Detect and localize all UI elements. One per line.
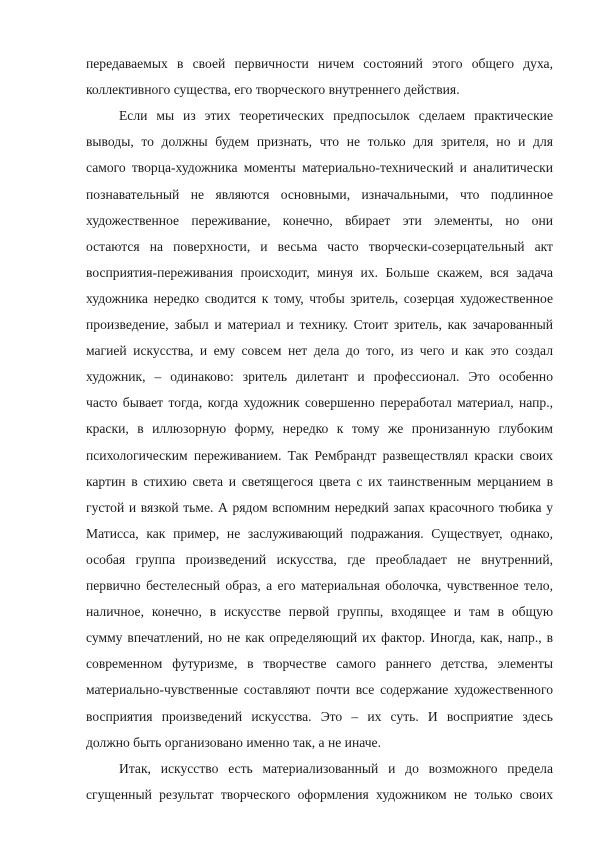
text-line: наличное, конечно, в искусстве первой группы, входящее и там в общую [86,604,553,620]
text-line: восприятия-переживания происходит, минуя их. Больше скажем, вся задача [86,264,553,280]
text-line: остаются на поверхности, и весьма часто творчески-созерцательный акт [86,238,553,254]
text-line: самого творца-художника моменты материально-технический и аналитически [86,160,553,176]
text-line: художественное переживание, конечно, вбирает эти элементы, но они [86,212,553,228]
text-line: картин в стихию света и светящегося цвета с их таинственным мерцанием в [86,473,553,489]
text-line: сумму впечатлений, но не как определяющий их фактор. Иногда, как, напр., в [86,630,553,646]
text-line: психологическим переживанием. Так Рембрандт развеществлял краски своих [86,447,553,463]
text-line: передаваемых в своей первичности ничем состояний этого общего духа, [86,56,553,71]
text-line: художник, – одинаково: зритель дилетант и профессионал. Это особенно [86,369,553,385]
text-line: произведение, забыл и материал и технику. Стоит зритель, как зачарованный [86,317,553,332]
text-line: художника нередко сводится к тому, чтобы зритель, созерцая художественное [86,290,553,306]
text-line: материально-чувственные составляют почти все содержание художественного [86,682,553,698]
text-line: часто бывает тогда, когда художник совершенно переработал материал, напр., [86,395,553,411]
text-line: густой и вязкой тьме. А рядом вспомним нередкий запах красочного тюбика у [86,499,553,515]
text-line: особая группа произведений искусства, где преобладает не внутренний, [86,551,553,567]
text-line: современном футуризме, в творчестве самого раннего детства, элементы [86,656,553,672]
text-line: восприятия произведений искусства. Это – их суть. И восприятие здесь [86,708,553,724]
text-line: сгущенный результат творческого оформления художником не только своих [86,786,553,802]
text-line: магией искусства, и ему совсем нет дела до того, из чего и как это создал [86,343,553,359]
text-line: Если мы из этих теоретических предпосылок сделаем практические [119,108,553,124]
text-line: выводы, то должны будем признать, что не только для зрителя, но и для [86,134,553,150]
text-line: краски, в иллюзорную форму, нередко к тому же пронизанную глубоким [86,421,553,437]
text-line: коллективного существа, его творческого внутреннего действия. [86,82,460,98]
text-line: первично бестелесный образ, а его материальная оболочка, чувственное тело, [86,578,553,593]
text-line: Матисса, как пример, не заслуживающий подражания. Существует, однако, [86,525,553,541]
text-line: должно быть организовано именно так, а не иначе. [86,734,381,750]
text-line: познавательный не являются основными, изначальными, что подлинное [86,186,553,202]
text-line: Итак, искусство есть материализованный и до возможного предела [119,760,553,776]
